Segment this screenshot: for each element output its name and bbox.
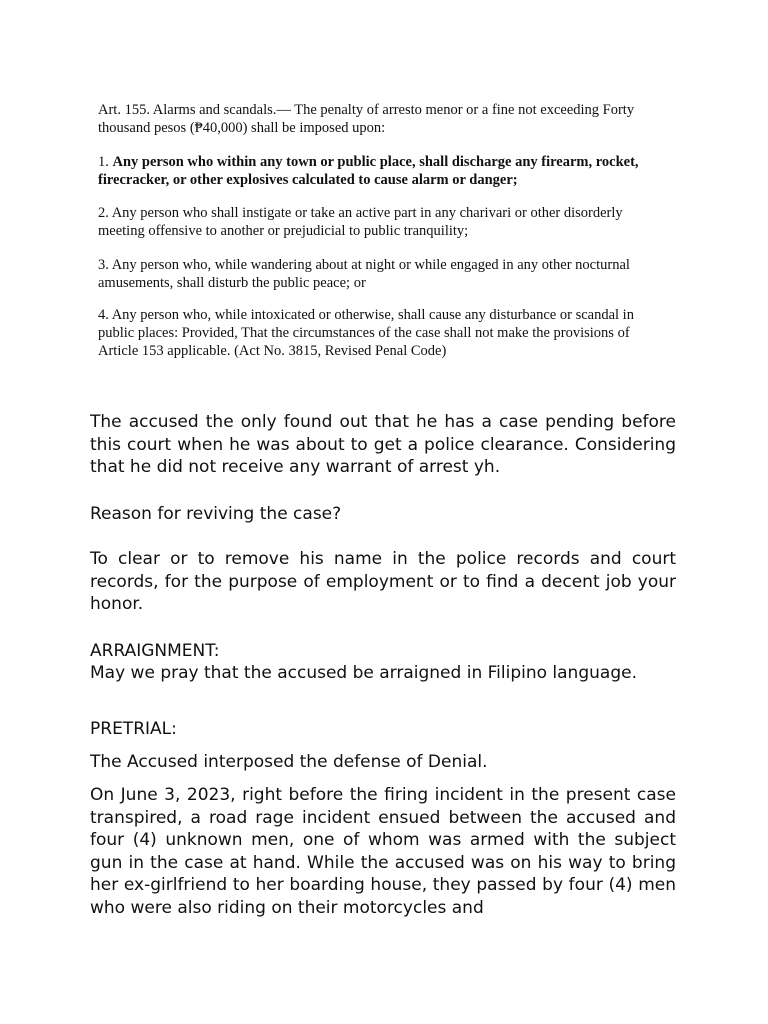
paragraph-case-pending: The accused the only found out that he has a case pending before this court when he was about to get a police clearance. Considering that he did not receive any warrant of arrest yh.: [90, 412, 676, 478]
article-item-2: 2. Any person who shall instigate or take an active part in any charivari or other disorderly meeting offensive to another or prejudicial to public tranquility;: [98, 205, 623, 239]
article-item-1: [98, 153, 668, 189]
item-text-bold: Any person who within any town or public place, shall discharge any firearm, rocket, firecracker, or other explosives calculated to cause alarm or danger;: [98, 154, 639, 188]
paragraph-reason-answer: To clear or to remove his name in the police records and court records, for the purpose of employment or to find a decent job your honor.: [90, 549, 676, 615]
paragraph-pretrial: The Accused interposed the defense of Denial.: [90, 752, 488, 772]
article-item-3: 3. Any person who, while wandering about at night or while engaged in any other nocturnal amusements, shall disturb the public peace; or: [98, 257, 630, 291]
heading-arraignment: ARRAIGNMENT:: [90, 641, 220, 661]
paragraph-incident: On June 3, 2023, right before the firing incident in the present case transpired, a road rage incident ensued between the accused and four (4) unknown men, one of whom was armed with the subject gun in the case at hand. While the accused was on his way to bring her ex-girlfriend to her boarding house, they passed by four (4) men who were also riding on their motorcycles and: [90, 785, 676, 918]
article-intro: Art. 155. Alarms and scandals.— The penalty of arresto menor or a fine not exceeding Forty thousand pesos (₱40,000) shall be imposed upon:: [98, 102, 635, 136]
paragraph-arraignment: May we pray that the accused be arraigned in Filipino language.: [90, 663, 637, 683]
article-item-4: 4. Any person who, while intoxicated or otherwise, shall cause any disturbance or scandal in public places: Provided, That the circumstances of the case shall not make the provisions of Article 153 applicable. (Act No. 3815, Revised Penal Code): [98, 307, 634, 359]
paragraph-reason-question: Reason for reviving the case?: [90, 504, 342, 524]
item-number: 1.: [98, 154, 113, 170]
heading-pretrial: PRETRIAL:: [90, 719, 177, 739]
